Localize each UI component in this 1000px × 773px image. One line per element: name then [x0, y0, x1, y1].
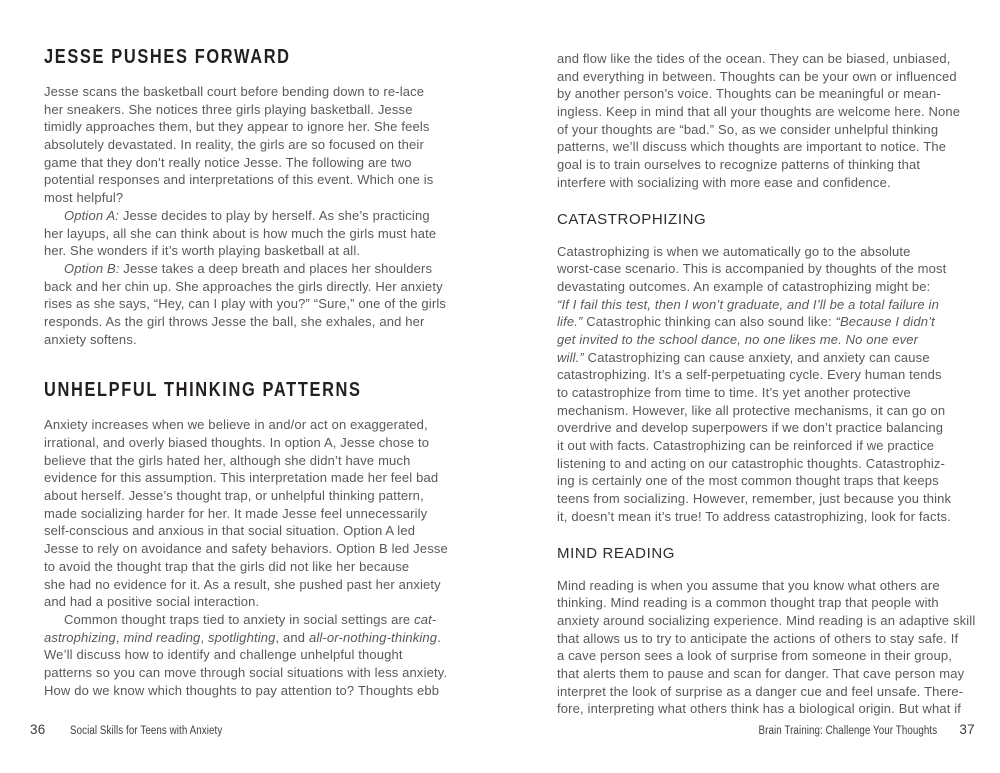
text-line: We’ll discuss how to identify and challenge unhelpful thought — [44, 647, 403, 663]
text-line: interfere with socializing with more ease and confidence. — [557, 174, 891, 190]
text-line: teens from socializing. However, remember, just because you think — [557, 491, 952, 507]
chapter-title: Brain Training: Challenge Your Thoughts — [758, 725, 938, 737]
text-line: overdrive and develop superpowers if we don’t practice balancing — [557, 420, 944, 436]
text-line: “If I fail this test, then I won’t graduate, and I’ll be a total failure in — [557, 296, 939, 312]
right-page-number: 37 — [959, 722, 975, 737]
section-subheading: CATASTROPHIZING — [557, 210, 707, 228]
text-line: evidence for this assumption. This interpretation made her feel bad — [44, 470, 439, 486]
text-line: Anxiety increases when we believe in and/or act on exaggerated, — [44, 417, 428, 433]
text-line: back and her chin up. She approaches the girls directly. Her anxiety — [44, 278, 443, 294]
text-line: Jesse to rely on avoidance and safety behaviors. Option B led Jesse — [44, 541, 448, 557]
right-page-content — [557, 50, 981, 718]
text-line: of your thoughts are “bad.” So, as we consider unhelpful thinking — [557, 121, 939, 137]
text-line: astrophizing, mind reading, spotlighting, and all-or-nothing-thinking. — [44, 629, 441, 645]
text-line: How do we know which thoughts to pay attention to? Thoughts ebb — [44, 682, 440, 698]
text-line: Option B: Jesse takes a deep breath and places her shoulders — [64, 260, 433, 276]
text-line: a cave person sees a look of surprise from someone in their group, — [557, 648, 953, 664]
text-line: get invited to the school dance, no one likes me. No one ever — [557, 331, 919, 347]
section-subheading: MIND READING — [557, 544, 676, 562]
text-line: goal is to train ourselves to recognize patterns of thinking that — [557, 157, 921, 173]
text-line: Mind reading is when you assume that you know what others are — [557, 577, 940, 593]
text-line: patterns so you can move through social situations with less anxiety. — [44, 664, 448, 680]
text-line: that allows us to try to anticipate the actions of others to stay safe. If — [557, 630, 959, 646]
text-line: her. She wonders if it’s worth playing basketball at all. — [44, 243, 361, 259]
book-title: Social Skills for Teens with Anxiety — [69, 725, 222, 737]
text-line: fore, interpreting what others think has a biological origin. But what if — [557, 701, 962, 717]
section-heading: JESSE PUSHES FORWARD — [44, 46, 291, 68]
text-line: irrational, and overly biased thoughts. In option A, Jesse chose to — [44, 435, 430, 450]
text-line: that alerts them to pause and scan for danger. That cave person may — [557, 665, 965, 681]
text-line: her sneakers. She notices three girls playing basketball. Jesse — [44, 101, 413, 117]
paragraph — [557, 50, 981, 192]
text-line: patterns, we’ll discuss which thoughts are important to notice. The — [557, 139, 947, 155]
text-line: listening to and acting on our catastrophic thoughts. Catastrophiz- — [557, 455, 945, 471]
text-line: ingless. Keep in mind that all your thoughts are welcome here. None — [557, 104, 961, 120]
section-heading: UNHELPFUL THINKING PATTERNS — [44, 379, 362, 402]
text-line: it out with facts. Catastrophizing can be reinforced if we practice — [557, 438, 935, 454]
text-line: Jesse scans the basketball court before bending down to re-lace — [44, 84, 425, 99]
text-line: mechanism. However, like all protective mechanisms, it can go on — [557, 402, 946, 418]
text-line: catastrophizing. It’s a self-perpetuating cycle. Every human tends — [557, 367, 942, 383]
text-line: Common thought traps tied to anxiety in social settings are cat- — [64, 611, 437, 627]
paragraph — [44, 83, 474, 207]
text-line: by another person’s voice. Thoughts can be meaningful or mean- — [557, 86, 941, 102]
text-line: and flow like the tides of the ocean. They can be biased, unbiased, — [557, 51, 951, 66]
left-page-number: 36 — [30, 722, 46, 737]
paragraph — [44, 260, 474, 348]
text-line: devastating outcomes. An example of catastrophizing might be: — [557, 278, 931, 294]
text-line: anxiety softens. — [44, 331, 137, 347]
paragraph — [557, 577, 981, 719]
text-line: thinking. Mind reading is a common thought trap that people with — [557, 595, 939, 611]
left-page-footer — [30, 722, 249, 737]
text-line: rises as she says, “Hey, can I play with you?” “Sure,” one of the girls — [44, 296, 447, 312]
text-line: believe that the girls hated her, although she didn’t have much — [44, 452, 411, 468]
paragraph — [44, 207, 474, 260]
paragraph — [557, 243, 981, 526]
text-line: made socializing harder for her. It made Jesse feel unnecessarily — [44, 505, 428, 521]
text-line: Catastrophizing is when we automatically go to the absolute — [557, 243, 911, 259]
text-line: and everything in between. Thoughts can be your own or influenced — [557, 68, 957, 84]
text-line: timidly approaches them, but they appear to ignore her. She feels — [44, 119, 430, 135]
text-line: absolutely devastated. In reality, the girls are so focused on their — [44, 137, 424, 153]
text-line: self-conscious and anxious in that social situation. Option A led — [44, 523, 416, 539]
paragraph — [44, 416, 474, 611]
text-line: life.” Catastrophic thinking can also sound like: “Because I didn’t — [557, 314, 935, 330]
text-line: Option A: Jesse decides to play by herself. As she’s practicing — [64, 207, 430, 223]
text-line: about herself. Jesse’s thought trap, or unhelpful thinking pattern, — [44, 488, 424, 504]
text-line: it, doesn’t mean it’s true! To address catastrophizing, look for facts. — [557, 508, 951, 524]
text-line: will.” Catastrophizing can cause anxiety, and anxiety can cause — [557, 349, 930, 365]
text-line: and had a positive social interaction. — [44, 594, 260, 610]
text-line: potential responses and interpretations of this event. Which one is — [44, 172, 434, 188]
text-line: worst-case scenario. This is accompanied by thoughts of the most — [557, 261, 947, 277]
right-page-footer — [727, 722, 975, 737]
paragraph — [44, 611, 474, 699]
text-line: most helpful? — [44, 190, 124, 206]
text-line: she had no evidence for it. As a result, she pushed past her anxiety — [44, 576, 441, 592]
text-line: responds. As the girl throws Jesse the ball, she exhales, and her — [44, 313, 425, 329]
text-line: her layups, all she can think about is how much the girls must hate — [44, 225, 437, 241]
text-line: anxiety around socializing experience. Mind reading is an adaptive skill — [557, 612, 976, 628]
left-page-content — [44, 44, 474, 699]
text-line: game that they don’t really notice Jesse. The following are two — [44, 154, 412, 170]
text-line: to catastrophize from time to time. It’s yet another protective — [557, 385, 911, 400]
text-line: interpret the look of surprise as a danger cue and feel unsafe. There- — [557, 683, 964, 699]
text-line: ing is certainly one of the most common thought traps that keeps — [557, 473, 939, 489]
text-line: to avoid the thought trap that the girls did not like her because — [44, 558, 410, 574]
